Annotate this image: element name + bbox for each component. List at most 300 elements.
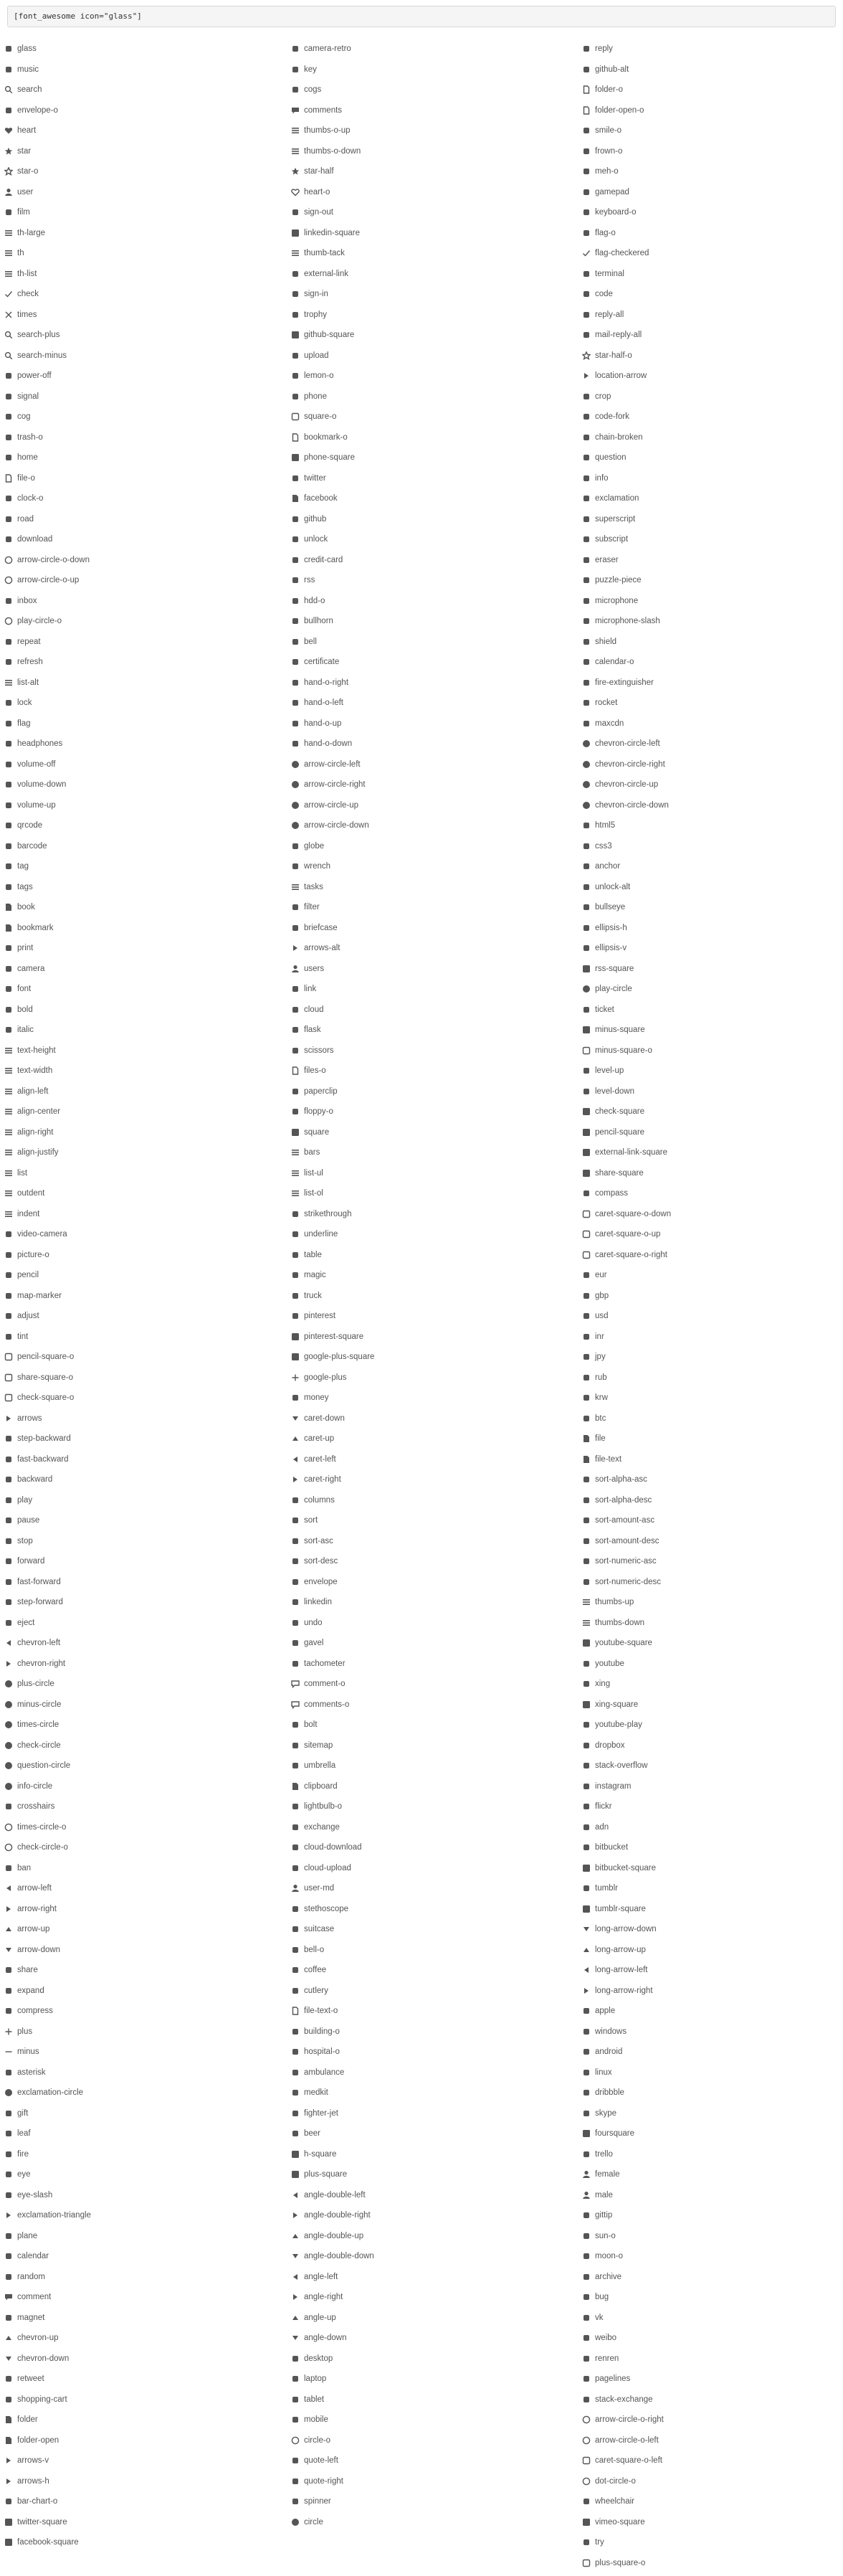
icon-item-angle-double-up[interactable] bbox=[291, 2226, 563, 2247]
icon-item-volume-down[interactable] bbox=[4, 775, 277, 795]
icon-item-undo[interactable] bbox=[291, 1613, 563, 1634]
icon-item-renren[interactable] bbox=[582, 2349, 843, 2369]
icon-item-file-text-o[interactable] bbox=[291, 2001, 563, 2022]
icon-item-strikethrough[interactable] bbox=[291, 1204, 563, 1225]
icon-item-moon-o[interactable] bbox=[582, 2246, 843, 2267]
icon-item-minus-square-o[interactable] bbox=[582, 1041, 843, 1061]
icon-item-hand-o-left[interactable] bbox=[291, 693, 563, 714]
icon-item-minus-circle[interactable] bbox=[4, 1695, 277, 1715]
icon-item-minus-square[interactable] bbox=[582, 1020, 843, 1041]
icon-item-linkedin-square[interactable] bbox=[291, 223, 563, 244]
icon-item-meh-o[interactable] bbox=[582, 161, 843, 182]
shortcode-example[interactable]: [font_awesome icon="glass"] bbox=[7, 6, 836, 27]
icon-item-leaf[interactable] bbox=[4, 2123, 277, 2144]
icon-item-comments[interactable] bbox=[291, 100, 563, 121]
icon-item-arrow-circle-o-up[interactable] bbox=[4, 570, 277, 591]
icon-item-star-half-o[interactable] bbox=[582, 346, 843, 366]
icon-item-arrow-circle-left[interactable] bbox=[291, 754, 563, 775]
icon-item-font[interactable] bbox=[4, 979, 277, 1000]
icon-item-youtube-play[interactable] bbox=[582, 1715, 843, 1736]
icon-item-maxcdn[interactable] bbox=[582, 714, 843, 734]
icon-item-sign-out[interactable] bbox=[291, 202, 563, 223]
icon-item-arrows-alt[interactable] bbox=[291, 938, 563, 959]
icon-item-location-arrow[interactable] bbox=[582, 366, 843, 387]
icon-item-google-plus-square[interactable] bbox=[291, 1347, 563, 1368]
icon-item-long-arrow-right[interactable] bbox=[582, 1981, 843, 2002]
icon-item-music[interactable] bbox=[4, 60, 277, 80]
icon-item-ban[interactable] bbox=[4, 1858, 277, 1879]
icon-item-list-alt[interactable] bbox=[4, 673, 277, 693]
icon-item-check[interactable] bbox=[4, 284, 277, 305]
icon-item-magic[interactable] bbox=[291, 1265, 563, 1286]
icon-item-picture-o[interactable] bbox=[4, 1245, 277, 1266]
icon-item-gamepad[interactable] bbox=[582, 182, 843, 203]
icon-item-expand[interactable] bbox=[4, 1981, 277, 2002]
icon-item-sitemap[interactable] bbox=[291, 1736, 563, 1756]
icon-item-chevron-circle-right[interactable] bbox=[582, 754, 843, 775]
icon-item-backward[interactable] bbox=[4, 1469, 277, 1490]
icon-item-crop[interactable] bbox=[582, 387, 843, 407]
icon-item-eject[interactable] bbox=[4, 1613, 277, 1634]
icon-item-exclamation[interactable] bbox=[582, 488, 843, 509]
icon-item-sort-numeric-desc[interactable] bbox=[582, 1572, 843, 1593]
icon-item-search[interactable] bbox=[4, 80, 277, 100]
icon-item-superscript[interactable] bbox=[582, 509, 843, 530]
icon-item-gift[interactable] bbox=[4, 2103, 277, 2124]
icon-item-chevron-up[interactable] bbox=[4, 2328, 277, 2349]
icon-item-minus[interactable] bbox=[4, 2042, 277, 2063]
icon-item-flag-o[interactable] bbox=[582, 223, 843, 244]
icon-item-arrows-h[interactable] bbox=[4, 2471, 277, 2492]
icon-item-microphone-slash[interactable] bbox=[582, 611, 843, 632]
icon-item-random[interactable] bbox=[4, 2267, 277, 2288]
icon-item-square[interactable] bbox=[291, 1122, 563, 1143]
icon-item-step-forward[interactable] bbox=[4, 1592, 277, 1613]
icon-item-pencil[interactable] bbox=[4, 1265, 277, 1286]
icon-item-chevron-left[interactable] bbox=[4, 1633, 277, 1654]
icon-item-css3[interactable] bbox=[582, 836, 843, 857]
icon-item-caret-right[interactable] bbox=[291, 1469, 563, 1490]
icon-item-arrow-circle-right[interactable] bbox=[291, 775, 563, 795]
icon-item-fast-forward[interactable] bbox=[4, 1572, 277, 1593]
icon-item-eye[interactable] bbox=[4, 2164, 277, 2185]
icon-item-coffee[interactable] bbox=[291, 1960, 563, 1981]
icon-item-tachometer[interactable] bbox=[291, 1654, 563, 1675]
icon-item-folder-open-o[interactable] bbox=[582, 100, 843, 121]
icon-item-question[interactable] bbox=[582, 448, 843, 468]
icon-item-dribbble[interactable] bbox=[582, 2083, 843, 2103]
icon-item-laptop[interactable] bbox=[291, 2369, 563, 2390]
icon-item-money[interactable] bbox=[291, 1388, 563, 1408]
icon-item-pause[interactable] bbox=[4, 1510, 277, 1531]
icon-item-pencil-square[interactable] bbox=[582, 1122, 843, 1143]
icon-item-volume-up[interactable] bbox=[4, 795, 277, 816]
icon-item-bug[interactable] bbox=[582, 2287, 843, 2308]
icon-item-phone[interactable] bbox=[291, 387, 563, 407]
icon-item-chevron-circle-left[interactable] bbox=[582, 734, 843, 754]
icon-item-angle-down[interactable] bbox=[291, 2328, 563, 2349]
icon-item-thumbs-up[interactable] bbox=[582, 1592, 843, 1613]
icon-item-thumbs-o-down[interactable] bbox=[291, 141, 563, 162]
icon-item-files-o[interactable] bbox=[291, 1061, 563, 1081]
icon-item-keyboard-o[interactable] bbox=[582, 202, 843, 223]
icon-item-instagram[interactable] bbox=[582, 1776, 843, 1797]
icon-item-align-justify[interactable] bbox=[4, 1142, 277, 1163]
icon-item-home[interactable] bbox=[4, 448, 277, 468]
icon-item-fire[interactable] bbox=[4, 2144, 277, 2165]
icon-item-folder-o[interactable] bbox=[582, 80, 843, 100]
icon-item-spinner[interactable] bbox=[291, 2491, 563, 2512]
icon-item-align-left[interactable] bbox=[4, 1081, 277, 1102]
icon-item-stack-overflow[interactable] bbox=[582, 1756, 843, 1776]
icon-item-credit-card[interactable] bbox=[291, 550, 563, 571]
icon-item-bookmark[interactable] bbox=[4, 918, 277, 939]
icon-item-question-circle[interactable] bbox=[4, 1756, 277, 1776]
icon-item-flag[interactable] bbox=[4, 714, 277, 734]
icon-item-mobile[interactable] bbox=[291, 2410, 563, 2430]
icon-item-headphones[interactable] bbox=[4, 734, 277, 754]
icon-item-chevron-down[interactable] bbox=[4, 2349, 277, 2369]
icon-item-shield[interactable] bbox=[582, 632, 843, 653]
icon-item-angle-double-right[interactable] bbox=[291, 2205, 563, 2226]
icon-item-xing-square[interactable] bbox=[582, 1695, 843, 1715]
icon-item-sort-amount-desc[interactable] bbox=[582, 1531, 843, 1552]
icon-item-hand-o-down[interactable] bbox=[291, 734, 563, 754]
icon-item-google-plus[interactable] bbox=[291, 1368, 563, 1388]
icon-item-envelope-o[interactable] bbox=[4, 100, 277, 121]
icon-item-globe[interactable] bbox=[291, 836, 563, 857]
icon-item-gavel[interactable] bbox=[291, 1633, 563, 1654]
icon-item-th-list[interactable] bbox=[4, 264, 277, 285]
icon-item-android[interactable] bbox=[582, 2042, 843, 2063]
icon-item-print[interactable] bbox=[4, 938, 277, 959]
icon-item-bell-o[interactable] bbox=[291, 1940, 563, 1961]
icon-item-caret-square-o-up[interactable] bbox=[582, 1224, 843, 1245]
icon-item-clock-o[interactable] bbox=[4, 488, 277, 509]
icon-item-linux[interactable] bbox=[582, 2063, 843, 2083]
icon-item-reply-all[interactable] bbox=[582, 305, 843, 326]
icon-item-filter[interactable] bbox=[291, 897, 563, 918]
icon-item-vk[interactable] bbox=[582, 2308, 843, 2329]
icon-item-shopping-cart[interactable] bbox=[4, 2390, 277, 2410]
icon-item-comment-o[interactable] bbox=[291, 1674, 563, 1695]
icon-item-caret-square-o-right[interactable] bbox=[582, 1245, 843, 1266]
icon-item-apple[interactable] bbox=[582, 2001, 843, 2022]
icon-item-trophy[interactable] bbox=[291, 305, 563, 326]
icon-item-cutlery[interactable] bbox=[291, 1981, 563, 2002]
icon-item-pencil-square-o[interactable] bbox=[4, 1347, 277, 1368]
icon-item-rss[interactable] bbox=[291, 570, 563, 591]
icon-item-youtube-square[interactable] bbox=[582, 1633, 843, 1654]
icon-item-adjust[interactable] bbox=[4, 1306, 277, 1327]
icon-item-sort-asc[interactable] bbox=[291, 1531, 563, 1552]
icon-item-power-off[interactable] bbox=[4, 366, 277, 387]
icon-item-file-text[interactable] bbox=[582, 1449, 843, 1470]
icon-item-archive[interactable] bbox=[582, 2267, 843, 2288]
icon-item-truck[interactable] bbox=[291, 1286, 563, 1307]
icon-item-hand-o-right[interactable] bbox=[291, 673, 563, 693]
icon-item-medkit[interactable] bbox=[291, 2083, 563, 2103]
icon-item-arrows[interactable] bbox=[4, 1408, 277, 1429]
icon-item-stack-exchange[interactable] bbox=[582, 2390, 843, 2410]
icon-item-external-link[interactable] bbox=[291, 264, 563, 285]
icon-item-fighter-jet[interactable] bbox=[291, 2103, 563, 2124]
icon-item-star[interactable] bbox=[4, 141, 277, 162]
icon-item-level-down[interactable] bbox=[582, 1081, 843, 1102]
icon-item-flag-checkered[interactable] bbox=[582, 243, 843, 264]
icon-item-share-square-o[interactable] bbox=[4, 1368, 277, 1388]
icon-item-text-height[interactable] bbox=[4, 1041, 277, 1061]
icon-item-trash-o[interactable] bbox=[4, 427, 277, 448]
icon-item-share-square[interactable] bbox=[582, 1163, 843, 1184]
icon-item-camera-retro[interactable] bbox=[291, 39, 563, 60]
icon-item-anchor[interactable] bbox=[582, 856, 843, 877]
icon-item-cloud-upload[interactable] bbox=[291, 1858, 563, 1879]
icon-item-bookmark-o[interactable] bbox=[291, 427, 563, 448]
icon-item-check-circle[interactable] bbox=[4, 1736, 277, 1756]
icon-item-angle-left[interactable] bbox=[291, 2267, 563, 2288]
icon-item-ellipsis-v[interactable] bbox=[582, 938, 843, 959]
icon-item-inbox[interactable] bbox=[4, 591, 277, 612]
icon-item-arrow-down[interactable] bbox=[4, 1940, 277, 1961]
icon-item-eur[interactable] bbox=[582, 1265, 843, 1286]
icon-item-signal[interactable] bbox=[4, 387, 277, 407]
icon-item-text-width[interactable] bbox=[4, 1061, 277, 1081]
icon-item-plus-circle[interactable] bbox=[4, 1674, 277, 1695]
icon-item-repeat[interactable] bbox=[4, 632, 277, 653]
icon-item-cloud[interactable] bbox=[291, 1000, 563, 1021]
icon-item-plus[interactable] bbox=[4, 2022, 277, 2042]
icon-item-bell[interactable] bbox=[291, 632, 563, 653]
icon-item-vimeo-square[interactable] bbox=[582, 2512, 843, 2533]
icon-item-film[interactable] bbox=[4, 202, 277, 223]
icon-item-wheelchair[interactable] bbox=[582, 2491, 843, 2512]
icon-item-key[interactable] bbox=[291, 60, 563, 80]
icon-item-floppy-o[interactable] bbox=[291, 1102, 563, 1122]
icon-item-usd[interactable] bbox=[582, 1306, 843, 1327]
icon-item-check-circle-o[interactable] bbox=[4, 1837, 277, 1858]
icon-item-align-center[interactable] bbox=[4, 1102, 277, 1122]
icon-item-external-link-square[interactable] bbox=[582, 1142, 843, 1163]
icon-item-calendar-o[interactable] bbox=[582, 652, 843, 673]
icon-item-weibo[interactable] bbox=[582, 2328, 843, 2349]
icon-item-paperclip[interactable] bbox=[291, 1081, 563, 1102]
icon-item-beer[interactable] bbox=[291, 2123, 563, 2144]
icon-item-compress[interactable] bbox=[4, 2001, 277, 2022]
icon-item-sort[interactable] bbox=[291, 1510, 563, 1531]
icon-item-angle-up[interactable] bbox=[291, 2308, 563, 2329]
icon-item-search-minus[interactable] bbox=[4, 346, 277, 366]
icon-item-qrcode[interactable] bbox=[4, 815, 277, 836]
icon-item-caret-down[interactable] bbox=[291, 1408, 563, 1429]
icon-item-heart-o[interactable] bbox=[291, 182, 563, 203]
icon-item-sort-desc[interactable] bbox=[291, 1551, 563, 1572]
icon-item-rub[interactable] bbox=[582, 1368, 843, 1388]
icon-item-microphone[interactable] bbox=[582, 591, 843, 612]
icon-item-angle-double-down[interactable] bbox=[291, 2246, 563, 2267]
icon-item-windows[interactable] bbox=[582, 2022, 843, 2042]
icon-item-scissors[interactable] bbox=[291, 1041, 563, 1061]
icon-item-code[interactable] bbox=[582, 284, 843, 305]
icon-item-unlock[interactable] bbox=[291, 529, 563, 550]
icon-item-bullseye[interactable] bbox=[582, 897, 843, 918]
icon-item-suitcase[interactable] bbox=[291, 1919, 563, 1940]
icon-item-stop[interactable] bbox=[4, 1531, 277, 1552]
icon-item-video-camera[interactable] bbox=[4, 1224, 277, 1245]
icon-item-flask[interactable] bbox=[291, 1020, 563, 1041]
icon-item-list-ol[interactable] bbox=[291, 1183, 563, 1204]
icon-item-pagelines[interactable] bbox=[582, 2369, 843, 2390]
icon-item-trello[interactable] bbox=[582, 2144, 843, 2165]
icon-item-tumblr-square[interactable] bbox=[582, 1899, 843, 1920]
icon-item-folder[interactable] bbox=[4, 2410, 277, 2430]
icon-item-caret-left[interactable] bbox=[291, 1449, 563, 1470]
icon-item-arrow-up[interactable] bbox=[4, 1919, 277, 1940]
icon-item-lock[interactable] bbox=[4, 693, 277, 714]
icon-item-underline[interactable] bbox=[291, 1224, 563, 1245]
icon-item-smile-o[interactable] bbox=[582, 120, 843, 141]
icon-item-download[interactable] bbox=[4, 529, 277, 550]
icon-item-tag[interactable] bbox=[4, 856, 277, 877]
icon-item-arrow-right[interactable] bbox=[4, 1899, 277, 1920]
icon-item-unlock-alt[interactable] bbox=[582, 877, 843, 898]
icon-item-male[interactable] bbox=[582, 2185, 843, 2206]
icon-item-indent[interactable] bbox=[4, 1204, 277, 1225]
icon-item-sun-o[interactable] bbox=[582, 2226, 843, 2247]
icon-item-jpy[interactable] bbox=[582, 1347, 843, 1368]
icon-item-check-square[interactable] bbox=[582, 1102, 843, 1122]
icon-item-ambulance[interactable] bbox=[291, 2063, 563, 2083]
icon-item-xing[interactable] bbox=[582, 1674, 843, 1695]
icon-item-barcode[interactable] bbox=[4, 836, 277, 857]
icon-item-puzzle-piece[interactable] bbox=[582, 570, 843, 591]
icon-item-ellipsis-h[interactable] bbox=[582, 918, 843, 939]
icon-item-flickr[interactable] bbox=[582, 1796, 843, 1817]
icon-item-facebook-square[interactable] bbox=[4, 2532, 277, 2553]
icon-item-book[interactable] bbox=[4, 897, 277, 918]
icon-item-long-arrow-down[interactable] bbox=[582, 1919, 843, 1940]
icon-item-inr[interactable] bbox=[582, 1327, 843, 1348]
icon-item-terminal[interactable] bbox=[582, 264, 843, 285]
icon-item-star-half[interactable] bbox=[291, 161, 563, 182]
icon-item-thumbs-down[interactable] bbox=[582, 1613, 843, 1634]
icon-item-html5[interactable] bbox=[582, 815, 843, 836]
icon-item-square-o[interactable] bbox=[291, 407, 563, 427]
icon-item-chevron-circle-up[interactable] bbox=[582, 775, 843, 795]
icon-item-users[interactable] bbox=[291, 959, 563, 980]
icon-item-play-circle-o[interactable] bbox=[4, 611, 277, 632]
icon-item-th-large[interactable] bbox=[4, 223, 277, 244]
icon-item-step-backward[interactable] bbox=[4, 1429, 277, 1449]
icon-item-times[interactable] bbox=[4, 305, 277, 326]
icon-item-calendar[interactable] bbox=[4, 2246, 277, 2267]
icon-item-share[interactable] bbox=[4, 1960, 277, 1981]
icon-item-list-ul[interactable] bbox=[291, 1163, 563, 1184]
icon-item-upload[interactable] bbox=[291, 346, 563, 366]
icon-item-comment[interactable] bbox=[4, 2287, 277, 2308]
icon-item-bars[interactable] bbox=[291, 1142, 563, 1163]
icon-item-bitbucket[interactable] bbox=[582, 1837, 843, 1858]
icon-item-umbrella[interactable] bbox=[291, 1756, 563, 1776]
icon-item-clipboard[interactable] bbox=[291, 1776, 563, 1797]
icon-item-frown-o[interactable] bbox=[582, 141, 843, 162]
icon-item-align-right[interactable] bbox=[4, 1122, 277, 1143]
icon-item-fire-extinguisher[interactable] bbox=[582, 673, 843, 693]
icon-item-table[interactable] bbox=[291, 1245, 563, 1266]
icon-item-link[interactable] bbox=[291, 979, 563, 1000]
icon-item-caret-up[interactable] bbox=[291, 1429, 563, 1449]
icon-item-sort-alpha-desc[interactable] bbox=[582, 1490, 843, 1511]
icon-item-caret-square-o-down[interactable] bbox=[582, 1204, 843, 1225]
icon-item-building-o[interactable] bbox=[291, 2022, 563, 2042]
icon-item-sign-in[interactable] bbox=[291, 284, 563, 305]
icon-item-times-circle[interactable] bbox=[4, 1715, 277, 1736]
icon-item-facebook[interactable] bbox=[291, 488, 563, 509]
icon-item-gbp[interactable] bbox=[582, 1286, 843, 1307]
icon-item-quote-left[interactable] bbox=[291, 2450, 563, 2471]
icon-item-subscript[interactable] bbox=[582, 529, 843, 550]
icon-item-heart[interactable] bbox=[4, 120, 277, 141]
icon-item-arrow-left[interactable] bbox=[4, 1878, 277, 1899]
icon-item-file[interactable] bbox=[582, 1429, 843, 1449]
icon-item-linkedin[interactable] bbox=[291, 1592, 563, 1613]
icon-item-skype[interactable] bbox=[582, 2103, 843, 2124]
icon-item-ticket[interactable] bbox=[582, 1000, 843, 1021]
icon-item-tasks[interactable] bbox=[291, 877, 563, 898]
icon-item-wrench[interactable] bbox=[291, 856, 563, 877]
icon-item-user-md[interactable] bbox=[291, 1878, 563, 1899]
icon-item-stethoscope[interactable] bbox=[291, 1899, 563, 1920]
icon-item-krw[interactable] bbox=[582, 1388, 843, 1408]
icon-item-info-circle[interactable] bbox=[4, 1776, 277, 1797]
icon-item-gittip[interactable] bbox=[582, 2205, 843, 2226]
icon-item-chevron-right[interactable] bbox=[4, 1654, 277, 1675]
icon-item-thumbs-o-up[interactable] bbox=[291, 120, 563, 141]
icon-item-refresh[interactable] bbox=[4, 652, 277, 673]
icon-item-outdent[interactable] bbox=[4, 1183, 277, 1204]
icon-item-times-circle-o[interactable] bbox=[4, 1817, 277, 1838]
icon-item-btc[interactable] bbox=[582, 1408, 843, 1429]
icon-item-play[interactable] bbox=[4, 1490, 277, 1511]
icon-item-plane[interactable] bbox=[4, 2226, 277, 2247]
icon-item-th[interactable] bbox=[4, 243, 277, 264]
icon-item-rocket[interactable] bbox=[582, 693, 843, 714]
icon-item-volume-off[interactable] bbox=[4, 754, 277, 775]
icon-item-bolt[interactable] bbox=[291, 1715, 563, 1736]
icon-item-dropbox[interactable] bbox=[582, 1736, 843, 1756]
icon-item-try[interactable] bbox=[582, 2532, 843, 2553]
icon-item-angle-double-left[interactable] bbox=[291, 2185, 563, 2206]
icon-item-map-marker[interactable] bbox=[4, 1286, 277, 1307]
icon-item-tint[interactable] bbox=[4, 1327, 277, 1348]
icon-item-youtube[interactable] bbox=[582, 1654, 843, 1675]
icon-item-hand-o-up[interactable] bbox=[291, 714, 563, 734]
icon-item-chain-broken[interactable] bbox=[582, 427, 843, 448]
icon-item-arrow-circle-o-down[interactable] bbox=[4, 550, 277, 571]
icon-item-sort-alpha-asc[interactable] bbox=[582, 1469, 843, 1490]
icon-item-cogs[interactable] bbox=[291, 80, 563, 100]
icon-item-columns[interactable] bbox=[291, 1490, 563, 1511]
icon-item-cog[interactable] bbox=[4, 407, 277, 427]
icon-item-hospital-o[interactable] bbox=[291, 2042, 563, 2063]
icon-item-exclamation-circle[interactable] bbox=[4, 2083, 277, 2103]
icon-item-search-plus[interactable] bbox=[4, 325, 277, 346]
icon-item-female[interactable] bbox=[582, 2164, 843, 2185]
icon-item-pinterest-square[interactable] bbox=[291, 1327, 563, 1348]
icon-item-sort-amount-asc[interactable] bbox=[582, 1510, 843, 1531]
icon-item-magnet[interactable] bbox=[4, 2308, 277, 2329]
icon-item-bullhorn[interactable] bbox=[291, 611, 563, 632]
